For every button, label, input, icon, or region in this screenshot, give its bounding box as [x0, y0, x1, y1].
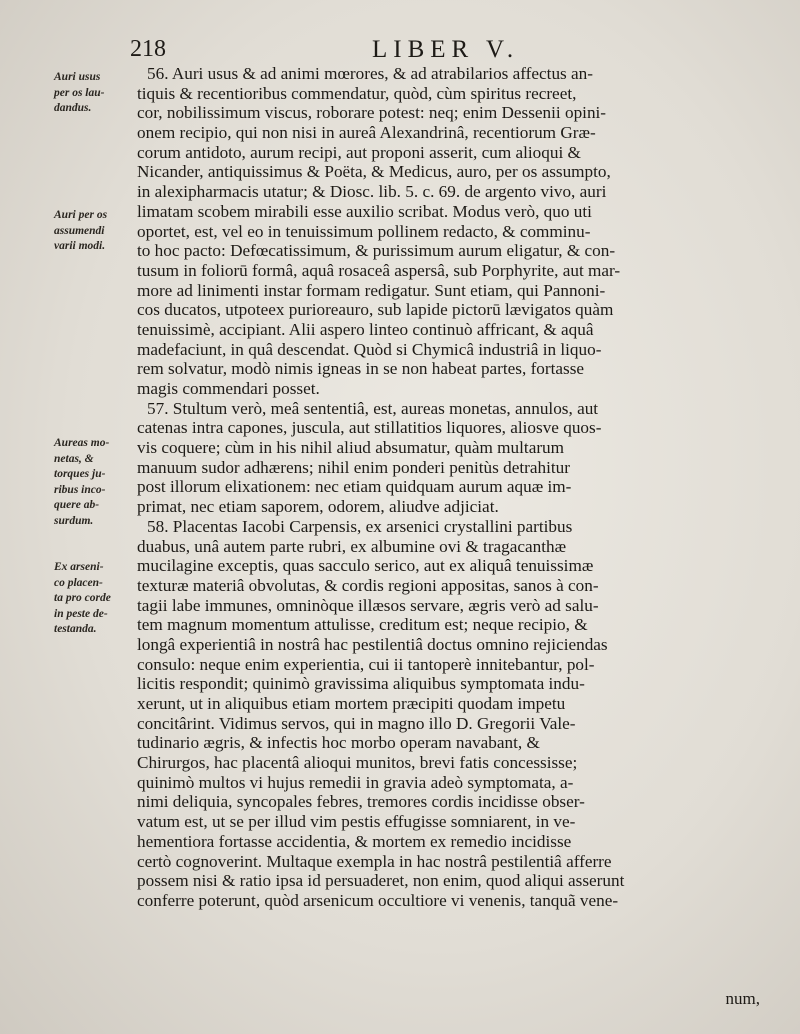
text-line: texturæ materiâ obvolutas, & cordis regioni appositas, sanos à con-: [137, 575, 599, 595]
text-line: concitârint. Vidimus servos, qui in magno illo D. Gregorii Vale-: [137, 713, 576, 733]
text-line: in alexipharmacis utatur; & Diosc. lib. 5. c. 69. de argento vivo, auri: [137, 182, 607, 202]
paragraph-56: [137, 64, 762, 399]
main-text: [137, 64, 762, 911]
text-line: longâ experientiâ in nostrâ hac pestilentiâ doctus omnino rejiciendas: [137, 634, 608, 654]
margin-note-line: Ex arseni-: [54, 561, 104, 573]
text-line: tagii labe immunes, omninòque illæsos servare, ægris verò ad salu-: [137, 595, 599, 615]
text-line: duabus, unâ autem parte rubri, ex albumine ovi & tragacanthæ: [137, 536, 567, 556]
margin-note-line: Auri usus: [54, 71, 101, 83]
text-line: conferre poterunt, quòd arsenicum occultiore vi venenis, tanquã vene-: [137, 890, 619, 910]
text-line: quinimò multos vi hujus remedii in gravia adeò symptomata, a-: [137, 772, 574, 792]
margin-note-line: ribus inco-: [54, 483, 106, 496]
text-line: cos ducatos, utpoteex purioreauro, sub lapide pictorū lævigatos quàm: [137, 300, 614, 320]
text-line: mucilagine exceptis, quas sacculo serico, aut ex aliquâ tenuissimæ: [137, 556, 594, 576]
page-number: 218: [130, 36, 166, 62]
margin-note: [54, 70, 140, 117]
text-line: corum antidoto, aurum recipi, aut proponi asserit, cum alioqui &: [137, 142, 581, 162]
text-line: limatam scobem mirabili esse auxilio scribat. Modus verò, quo uti: [137, 201, 592, 221]
text-line: 56. Auri usus & ad animi mœrores, & ad atrabilarios affectus an-: [147, 64, 593, 83]
text-line: rem solvatur, modò nimis igneas in se non habeat partes, fortasse: [137, 359, 585, 379]
margin-note-line: dandus.: [54, 102, 92, 114]
text-line: tusum in foliorū formâ, aquâ rosaceâ aspersâ, sub Porphyrite, aut mar-: [137, 260, 621, 280]
text-line: to hoc pacto: Defœcatissimum, & purissimum aurum eligatur, & con-: [137, 241, 616, 261]
text-line: oportet, est, vel eo in tenuissimum pollinem redacto, & comminu-: [137, 221, 591, 241]
text-line: possem nisi & ratio ipsa id persuaderet, non enim, quod aliqui asserunt: [137, 871, 625, 891]
margin-note: [54, 208, 140, 255]
catchword: num,: [725, 989, 760, 1008]
text-line: vis coquere; cùm in his nihil aliud absumatur, quàm multarum: [137, 438, 565, 458]
margin-note: [54, 560, 140, 638]
text-line: Nicander, antiquissimus & Poëta, & Medicus, auro, per os assumpto,: [137, 162, 611, 182]
text-line: 57. Stultum verò, meâ sententiâ, est, aureas monetas, annulos, aut: [147, 398, 599, 418]
text-line: post illorum elixationem: nec etiam quidquam aurum aquæ im-: [137, 477, 572, 497]
text-line: xerunt, ut in aliquibus etiam mortem præcipiti quodam impetu: [137, 694, 566, 713]
margin-note-line: varii modi.: [54, 240, 106, 252]
margin-note: [54, 436, 140, 529]
margin-note-line: testanda.: [54, 623, 97, 635]
text-line: hementiora fortasse accidentia, & mortem ex remedio incidisse: [137, 831, 572, 851]
running-head: LIBER V.: [372, 36, 520, 63]
text-line: magis commendari posset.: [137, 379, 320, 398]
text-line: tem magnum momentum attulisse, creditum est; neque recipio, &: [137, 615, 588, 635]
text-line: certò cognoverint. Multaque exempla in hac nostrâ pestilentiâ afferre: [137, 851, 612, 871]
text-line: tudinario ægris, & infectis hoc morbo operam navabant, &: [137, 733, 540, 753]
text-line: more ad linimenti instar formam redigatur. Sunt etiam, qui Pannoni-: [137, 280, 606, 300]
margin-note-line: Aureas mo-: [54, 437, 110, 449]
text-line: tiquis & recentioribus commendatur, quòd, cùm spiritus recreet,: [137, 83, 577, 103]
text-line: Chirurgos, hac placentâ alioqui munitos, brevi fatis concessisse;: [137, 753, 578, 773]
text-line: nimi deliquia, syncopales febres, tremores cordis incidisse obser-: [137, 792, 585, 812]
margin-note-line: in peste de-: [54, 607, 108, 620]
margin-note-line: torques ju-: [54, 468, 106, 480]
text-line: primat, nec etiam saporem, odorem, aliudve adjiciat.: [137, 497, 499, 517]
text-line: 58. Placentas Iacobi Carpensis, ex arsenici crystallini partibus: [147, 516, 573, 536]
margin-note-line: quere ab-: [54, 499, 100, 511]
text-line: cor, nobilissimum viscus, roborare potest: neq; enim Dessenii opini-: [137, 103, 607, 123]
margin-note-line: netas, &: [54, 452, 94, 465]
margin-note-line: per os lau-: [54, 86, 105, 99]
text-line: tenuissimè, accipiant. Alii aspero linteo continuò affricant, & aquâ: [137, 319, 594, 339]
text-line: manuum sudor adhærens; nihil enim ponderi penitùs detrahitur: [137, 457, 570, 477]
text-line: onem recipio, qui non nisi in aureâ Alexandrinâ, recentiorum Græ-: [137, 123, 596, 143]
margin-note-line: surdum.: [54, 514, 94, 527]
paragraph-57: [137, 399, 762, 517]
text-line: vatum est, ut se per illud vim pestis effugisse somniarent, in ve-: [137, 812, 576, 832]
margin-note-line: ta pro corde: [54, 592, 111, 604]
margin-note-line: co placen-: [54, 576, 103, 589]
text-line: madefaciunt, in quâ descendat. Quòd si Chymicâ industriâ in liquo-: [137, 339, 602, 359]
text-line: catenas intra capones, juscula, aut stillatitios liquores, aliosve quos-: [137, 418, 602, 438]
text-line: consulo: neque enim experientia, cui ii tantoperè innitebantur, pol-: [137, 654, 595, 674]
text-line: licitis respondit; quinimò gravissima aliquibus symptomata indu-: [137, 674, 585, 694]
page-header: [0, 36, 800, 66]
margin-note-line: assumendi: [54, 224, 105, 237]
paragraph-58: [137, 517, 762, 911]
margin-note-line: Auri per os: [54, 209, 108, 221]
